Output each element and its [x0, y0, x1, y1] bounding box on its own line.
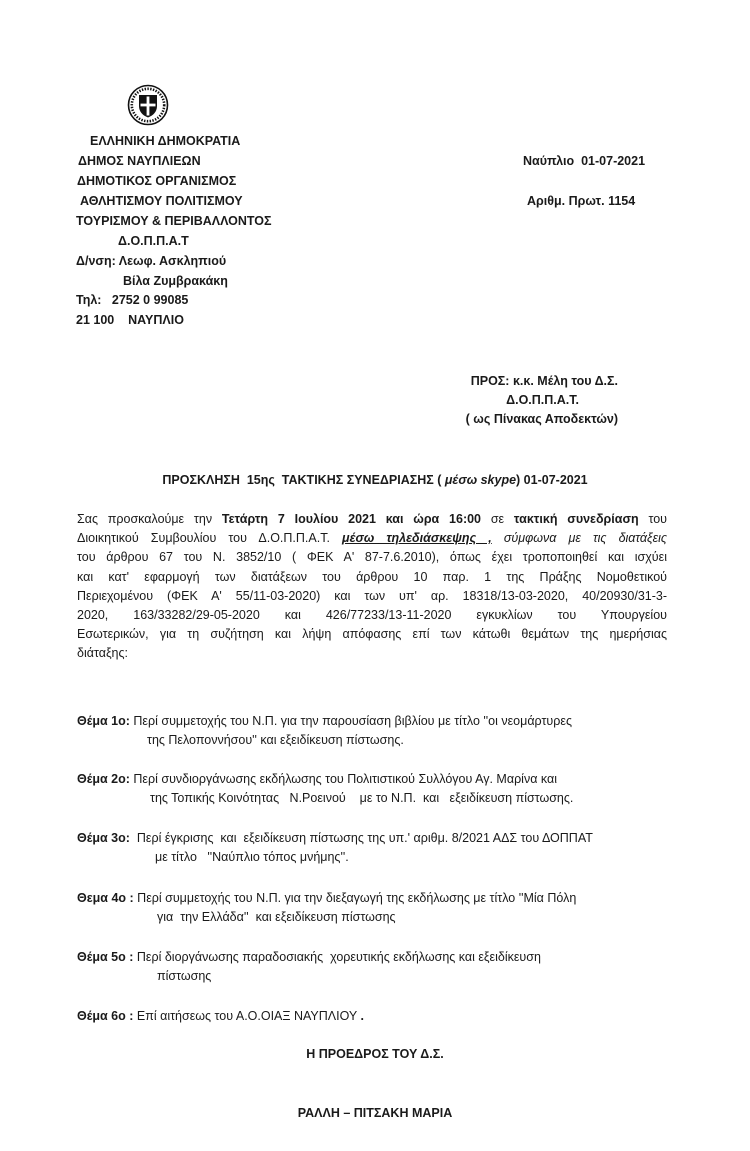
agenda-item-label: Θεμα 4ο — [77, 891, 127, 905]
protocol-number: Αριθμ. Πρωτ. 1154 — [527, 194, 636, 208]
agenda-item-text: Επί αιτήσεως του Α.Ο.ΟΙΑΞ ΝΑΥΠΛΙΟΥ — [136, 1009, 361, 1023]
title-suffix: ) 01-07-2021 — [516, 473, 588, 487]
document-title — [0, 473, 750, 487]
intro-text: του — [638, 512, 667, 526]
sender-line-postcode-city: 21 100 ΝΑΥΠΛΙΟ — [76, 313, 184, 327]
agenda-item-text: Περί συνδιοργάνωσης εκδήλωσης του Πολιτιστικού Συλλόγου Αγ. Μαρίνα και — [133, 772, 558, 786]
hellenic-republic-seal-icon — [127, 84, 169, 126]
intro-line: Εσωτερικών, για τη συζήτηση και λήψη απόφασης επί των κάτωθι θεμάτων της ημερήσιας — [77, 627, 667, 642]
agenda-item-text: Περί συμμετοχής του Ν.Π. για την παρουσίαση βιβλίου με τίτλο ''οι νεομάρτυρες — [133, 714, 572, 728]
agenda-item-sep: : — [125, 1009, 137, 1023]
meeting-type: τακτική συνεδρίαση — [513, 512, 639, 526]
agenda-item-text-cont: με τίτλο ''Ναύπλιο τόπος μνήμης''. — [155, 850, 349, 864]
agenda-item-text-cont: πίστωσης — [157, 969, 212, 983]
agenda-item-label: Θέμα 5ο — [77, 950, 126, 964]
title-italic: μέσω skype — [444, 473, 517, 487]
agenda-item-1 — [77, 712, 572, 750]
intro-line: Περιεχομένου (ΦΕΚ Α' 55/11-03-2020) και των υπ' αρ. 18318/13-03-2020, 40/20930/31-3- — [77, 588, 667, 603]
signature-name: ΡΑΛΛΗ – ΠΙΤΣΑΚΗ ΜΑΡΙΑ — [297, 1106, 453, 1120]
agenda-item-4 — [77, 889, 576, 927]
intro-text: σύμφωνα με τις διατάξεις — [491, 531, 667, 546]
sender-line-sports-culture: ΑΘΛΗΤΙΣΜΟΥ ΠΟΛΙΤΙΣΜΟΥ — [80, 194, 243, 208]
meeting-mode: μέσω τηλεδιάσκεψης , — [342, 531, 492, 546]
intro-line: διάταξης: — [77, 646, 128, 661]
intro-line: 2020, 163/33282/29-05-2020 και 426/77233/13-11-2020 εγκυκλίων του Υπουργείου — [77, 607, 667, 622]
agenda-item-sep: : — [125, 714, 134, 728]
agenda-item-end: . — [360, 1009, 365, 1023]
recipient-line-org: Δ.Ο.Π.Π.Α.Τ. — [506, 393, 579, 407]
agenda-item-2 — [77, 770, 573, 808]
agenda-item-text-cont: για την Ελλάδα'' και εξειδίκευση πίστωσης — [157, 910, 396, 924]
signature-role: Η ΠΡΟΕΔΡΟΣ ΤΟΥ Δ.Σ. — [306, 1047, 444, 1061]
agenda-item-text: Περί έγκρισης και εξειδίκευση πίστωσης της υπ.' αριθμ. 8/2021 ΑΔΣ του ΔΟΠΠΑΤ — [136, 831, 593, 845]
sender-line-country: ΕΛΛΗΝΙΚΗ ΔΗΜΟΚΡΑΤΙΑ — [90, 134, 241, 148]
agenda-item-sep: : — [125, 831, 137, 845]
sender-line-municipality: ΔΗΜΟΣ ΝΑΥΠΛΙΕΩΝ — [78, 154, 201, 168]
intro-line — [77, 510, 667, 529]
sender-line-phone: Τηλ: 2752 0 99085 — [76, 293, 189, 307]
intro-paragraph — [77, 510, 667, 664]
sender-line-address: Δ/νση: Λεωφ. Ασκληπιού — [76, 254, 227, 268]
intro-line: του άρθρου 67 του Ν. 3852/10 ( ΦΕΚ Α' 87-7.6.2010), όπως έχει τροποποιηθεί και ισχύει — [77, 550, 667, 565]
agenda-item-text-cont: της Τοπικής Κοινότητας Ν.Ροεινού με το Ν.Π. και εξειδίκευση πίστωσης. — [150, 791, 574, 805]
agenda-item-5 — [77, 948, 541, 986]
recipient-line-list: ( ως Πίνακας Αποδεκτών) — [465, 412, 618, 426]
agenda-item-sep: : — [125, 772, 134, 786]
agenda-item-label: Θέμα 6ο — [77, 1009, 126, 1023]
sender-line-acronym: Δ.Ο.Π.Π.Α.Τ — [118, 234, 189, 248]
sender-line-organization: ΔΗΜΟΤΙΚΟΣ ΟΡΓΑΝΙΣΜΟΣ — [77, 174, 237, 188]
intro-text: σε — [481, 512, 514, 526]
intro-text: Σας προσκαλούμε την — [77, 512, 222, 526]
agenda-item-label: Θέμα 2ο — [77, 772, 126, 786]
agenda-item-3 — [77, 829, 593, 867]
agenda-item-6 — [77, 1007, 364, 1026]
intro-line: και κατ' εφαρμογή των διατάξεων του άρθρου 10 παρ. 1 της Πράξης Νομοθετικού — [77, 569, 667, 584]
agenda-item-label: Θέμα 3ο — [77, 831, 126, 845]
title-prefix: ΠΡΟΣΚΛΗΣΗ 15ης ΤΑΚΤΙΚΗΣ ΣΥΝΕΔΡΙΑΣΗΣ ( — [162, 473, 445, 487]
sender-line-tourism-environment: ΤΟΥΡΙΣΜΟΥ & ΠΕΡΙΒΑΛΛΟΝΤΟΣ — [76, 214, 272, 228]
agenda-item-label: Θέμα 1ο — [77, 714, 126, 728]
recipient-line-to: ΠΡΟΣ: κ.κ. Μέλη του Δ.Σ. — [470, 374, 618, 388]
agenda-item-sep: : — [126, 891, 138, 905]
meeting-datetime: Τετάρτη 7 Ιουλίου 2021 και ώρα 16:00 — [221, 512, 482, 526]
agenda-item-text: Περί διοργάνωσης παραδοσιακής χορευτικής εκδήλωσης και εξειδίκευση — [136, 950, 541, 964]
intro-line — [77, 529, 667, 548]
sender-line-building: Βίλα Ζυμβρακάκη — [123, 274, 228, 288]
agenda-item-sep: : — [125, 950, 137, 964]
agenda-item-text-cont: της Πελοποννήσου'' και εξειδίκευση πίστωσης. — [147, 733, 404, 747]
document-date: Ναύπλιο 01-07-2021 — [523, 154, 646, 168]
agenda-item-text: Περί συμμετοχής του Ν.Π. για την διεξαγωγή της εκδήλωσης με τίτλο ''Μία Πόλη — [137, 891, 577, 905]
intro-text: Διοικητικού Συμβουλίου του Δ.Ο.Π.Π.Α.Τ. — [77, 531, 343, 546]
